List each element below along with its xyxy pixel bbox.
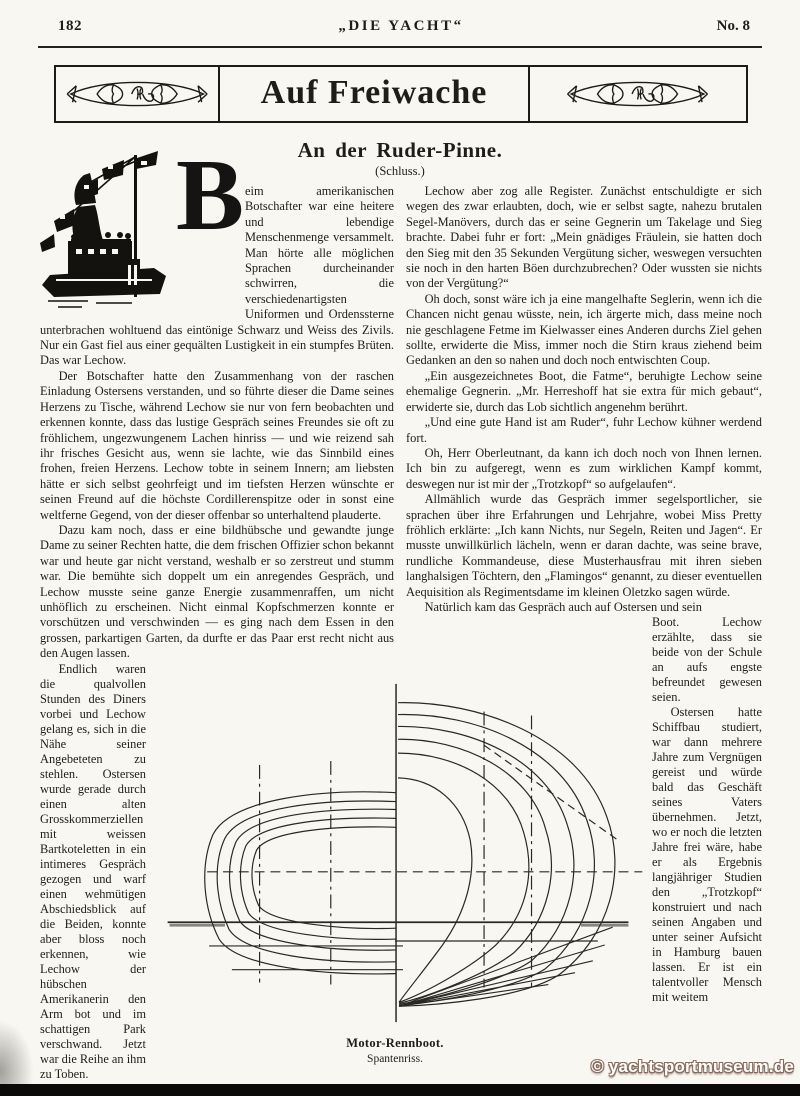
article-paragraph: Endlich waren die qualvollen Stunden des Diners vorbei und Lechow gelang es, sich in die Nähe seiner Angebeteten zu stehlen. Ostersen wurde gerade durch einen alten Grosskommerziellen mit weissen Bartkoteletten in ein intimeres Gespräch gezogen und warf einen wehmütigen Abschiedsblick auf die Beiden, konnte aber bloss noch erkennen, wie Lechow der hübschen Amerikanerin den Arm bot und im schattigen Park verschwand. Jetzt war die Reihe an ihm zu Toben. (40, 661, 146, 1081)
left-narrow-column (40, 662, 146, 1082)
body-plan-drawing-icon (145, 676, 655, 1032)
bottom-scan-bar (0, 1084, 800, 1096)
article-paragraph: „Ein ausgezeichnetes Boot, die Fatme“, beruhigte Lechow seine ehemalige Gegnerin. „Mr. Herreshoff hat sie extra für mich gebaut“, erwiderte sie, durch das Lob sichtlich angenehm berührt. (406, 368, 762, 414)
figure-caption-sub: Spantenriss. (367, 1053, 423, 1065)
header-rule (38, 46, 762, 48)
figure-caption-title: Motor-Rennboot. (346, 1036, 444, 1050)
article-paragraph: Lechow aber zog alle Register. Zunächst entschuldigte er sich wegen des zwar erlaubten, doch, wie er selbst sagte, nahezu brutalen Segel-Manövers, durch das er seine Gegnerin um Takelage und Sieg brachte. Dabei fuhr er fort: „Mein gnädiges Fräulein, sie hatten doch den Sieg mit den 35 Sekunden Vergütung sicher, weswegen versuchten sie noch in den harten Böen durchzubrechen? Oder wussten sie nichts von der Vergütung?“ (406, 184, 762, 291)
section-banner (54, 65, 748, 123)
page-number: 182 (58, 18, 82, 34)
article-paragraph: Boot. Lechow erzählte, dass sie beide von der Schule an aufs engste befreundet gewesen seien. (652, 615, 762, 705)
article-title: An der Ruder-Pinne. (297, 138, 503, 162)
watermark: © yachtsportmuseum.de (591, 1057, 794, 1076)
banner-ornament-left-icon (56, 67, 220, 121)
drop-cap: B (176, 139, 245, 252)
article-paragraph: Allmählich wurde das Gespräch immer segelsportlicher, sie sprachen über ihre Erfahrungen und Lehrjahre, wobei Miss Pretty fröhlich erklärte: „Ich kann Nichts, nur Segeln, Reiten und Jagen“. Er musste unwillkürlich lächeln, wenn er daran dachte, was seine brave, rundliche Kommandeuse, diese Musterhausfrau mit ihren sieben langhalsigen Töchtern, den „Flamingos“ genannt, zu dieser eventuellen Aequisition als Regimentsdame im kleinen Oletzko sagen würde. (406, 492, 762, 599)
article-paragraph: Ostersen hatte Schiffbau studiert, war dann mehrere Jahre zum Vergnügen gereist und würde bald das Geschäft seines Vaters übernehmen. Jetzt, wo er noch die letzten Jahre frei wäre, habe er als Ergebnis langjähriger Studien den „Trotzkopf“ konstruiert und nach seinen Angaben und unter seiner Aufsicht in Hamburg bauen lassen. Er ist ein talentvoller Mensch mit weitem (652, 705, 762, 1005)
article-subtitle: (Schluss.) (375, 164, 425, 178)
article-paragraph: Dazu kam noch, dass er eine bildhübsche und gewandte junge Dame zu seiner Rechten hatte, die dem frischen Offizier schon bekannt war und heute gar nicht verstand, weshalb er so zerstreut und stumm war. Die bemühte sich doppelt um ein anregendes Gespräch, und Lechow musste seine ganze Energie zusammenraffen, um nicht unhöflich zu erscheinen. Nicht einmal Kopfschmerzen konnte er vorschützen und verschwinden — es ging nach dem Essen in den grossen, parkartigen Garten, da durfte er das Paar erst recht nicht aus den Augen lassen. (40, 522, 394, 661)
journal-title: „DIE YACHT“ (338, 18, 464, 34)
banner-ornament-right-icon (528, 67, 746, 121)
section-title: Auf Freiwache (260, 74, 488, 111)
article-paragraph: eim amerikanischen Botschafter war eine heitere und lebendige Menschenmenge versammelt. Man hörte alle möglichen Sprachen durcheinander schwirren, die verschiedenartigsten Uniformen und Ordenssterne unterbrachen wohltuend das eintönige Schwarz und Weiss des Zivils. Nur ein Gast fiel aus einer gequälten Lustigkeit in ein stumpfes Brüten. Das war Lechow. (40, 184, 394, 368)
article-paragraph: Der Botschafter hatte den Zusammenhang von der raschen Einladung Ostersens verstanden, und so führte dieser die Dame seines Herzens zu Tische, während Lechow sie nur von fern beobachten und erkennen konnte, dass das lustige Gespräch seines Freundes sie oft zu fröhlichem, ungezwungenem Lachen hinriss — und wie reizend sah ihr frisches Gesicht aus, wenn sie lachte, wie das Sinnbild eines frohen, freien Herzens. Lechow tobte in seinem Innern; am liebsten hätte er sich selbst geohrfeigt und im tiefsten Herzen wünschte er seinen Freund auf die höchste Cordillerenspitze oder in sonst eine weltferne Gegend, von der dieser offenbar so unterhaltend plauderte. (40, 368, 394, 522)
scan-artifact (0, 1020, 34, 1084)
right-narrow-column (652, 615, 762, 1005)
article-paragraph: Oh doch, sonst wäre ich ja eine mangelhafte Seglerin, wenn ich die Chancen nicht genau wüsste, nein, ich ärgerte mich, dass meine noch nie geschlagene Fetme im Kielwasser eines Anderen durchs Ziel gehen sollte, erwiderte die Miss, immer noch die Stirn kraus ziehend beim Gedanken an den so nahen und doch noch entwischten Coup. (406, 291, 762, 368)
article-paragraph: „Und eine gute Hand ist am Ruder“, fuhr Lechow kühner werdend fort. (406, 415, 762, 445)
dropcap-wrap-spacer (40, 184, 245, 314)
issue-number: No. 8 (716, 18, 750, 34)
running-head (40, 18, 762, 42)
article-paragraph: Oh, Herr Oberleutnant, da kann ich doch noch von Ihnen lernen. Ich bin zu aufgeregt, wenn es zum wirklichen Kampf kommt, deswegen nur ist mir der „Trotzkopf“ so aufgelaufen“. (406, 445, 762, 491)
article-paragraph: Natürlich kam das Gespräch auch auf Ostersen und sein (424, 599, 702, 614)
